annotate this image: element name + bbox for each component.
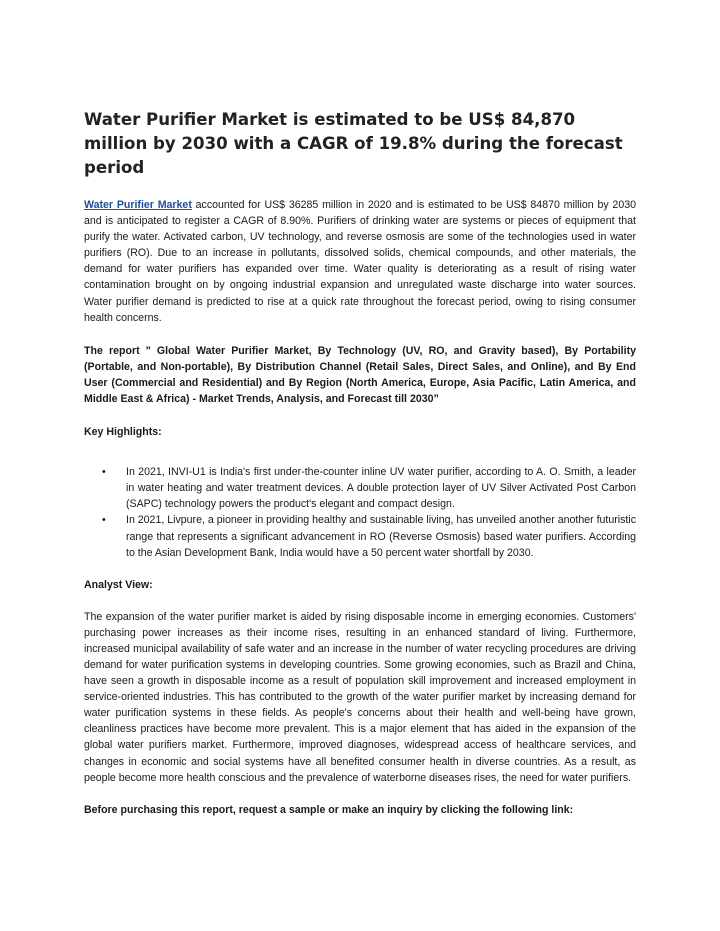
key-highlights-list: [84, 464, 636, 561]
water-purifier-market-link[interactable]: Water Purifier Market: [84, 199, 192, 211]
document-content: [84, 108, 636, 818]
page-title: Water Purifier Market is estimated to be US$ 84,870 million by 2030 with a CAGR of 19.8% during the forecast period: [84, 110, 623, 177]
list-item: [84, 512, 636, 560]
intro-paragraph: [84, 197, 636, 326]
analyst-view-paragraph: The expansion of the water purifier market is aided by rising disposable income in emerging economies. Customers' purchasing power increases as their income rises, resulting in an enhanced standard of living. Furthermore, increased municipal availability of safe water and an increase in the number of water recycling procedures are driving demand for water purification systems in developing countries. Some growing economies, such as Brazil and China, have seen a growth in disposable income as a result of population skill improvement and increased employment in service-oriented industries. This has contributed to the growth of the water purifier market by increasing demand for water purification systems in these fields. As people's concerns about their health and well-being have grown, cleanliness practices have become more prevalent. This is a major element that has aided in the expansion of the global water purifiers market. Furthermore, improved diagnoses, widespread access of healthcare services, and changes in economic and social systems have all benefited consumer health in diverse countries. As a result, as people become more health conscious and the prevalence of waterborne diseases rises, the need for water purifiers.: [84, 610, 636, 784]
highlight-text: In 2021, Livpure, a pioneer in providing healthy and sustainable living, has unveiled another another futuristic range that represents a significant advancement in RO (Reverse Osmosis) based water purifiers. According to the Asian Development Bank, India would have a 50 percent water shortfall by 2030.: [126, 514, 637, 559]
key-highlights-heading: Key Highlights:: [84, 426, 162, 439]
closing-call-to-action: Before purchasing this report, request a sample or make an inquiry by clicking the following link:: [84, 803, 574, 816]
bullet-icon: •: [102, 466, 106, 479]
highlight-text: In 2021, INVI-U1 is India's first under-the-counter inline UV water purifier, according to A. O. Smith, a leader in water heating and water treatment devices. A double protection layer of UV Silver Activated Post Carbon (SAPC) technology powers the product's elegant and compact design.: [126, 466, 636, 511]
report-title: The report " Global Water Purifier Market, By Technology (UV, RO, and Gravity based), By Portability (Portable, and Non-portable), By Distribution Channel (Retail Sales, Direct Sales, and Online), and By End User (Commercial and Residential) and By Region (North America, Europe, Asia Pacific, Latin America, and Middle East & Africa) - Market Trends, Analysis, and Forecast till 2030”: [84, 344, 636, 406]
list-item: [84, 464, 636, 512]
analyst-view-heading: Analyst View:: [84, 578, 153, 591]
bullet-icon: •: [102, 514, 106, 527]
intro-text: accounted for US$ 36285 million in 2020 and is estimated to be US$ 84870 million by 2030 and is anticipated to register a CAGR of 8.90%. Purifiers of drinking water are systems or pieces of equipment that purify the water. Activated carbon, UV technology, and reverse osmosis are some of the technologies used in water purifiers (RO). Due to an increase in pollutants, dissolved solids, chemical compounds, and other materials, the demand for water purifiers has expanded over time. Water quality is deteriorating as a result of rising water contamination brought on by ongoing industrial expansion and unregulated waste discharge into water sources. Water purifier demand is predicted to rise at a quick rate throughout the forecast period, owing to rising consumer health concerns.: [84, 199, 636, 324]
